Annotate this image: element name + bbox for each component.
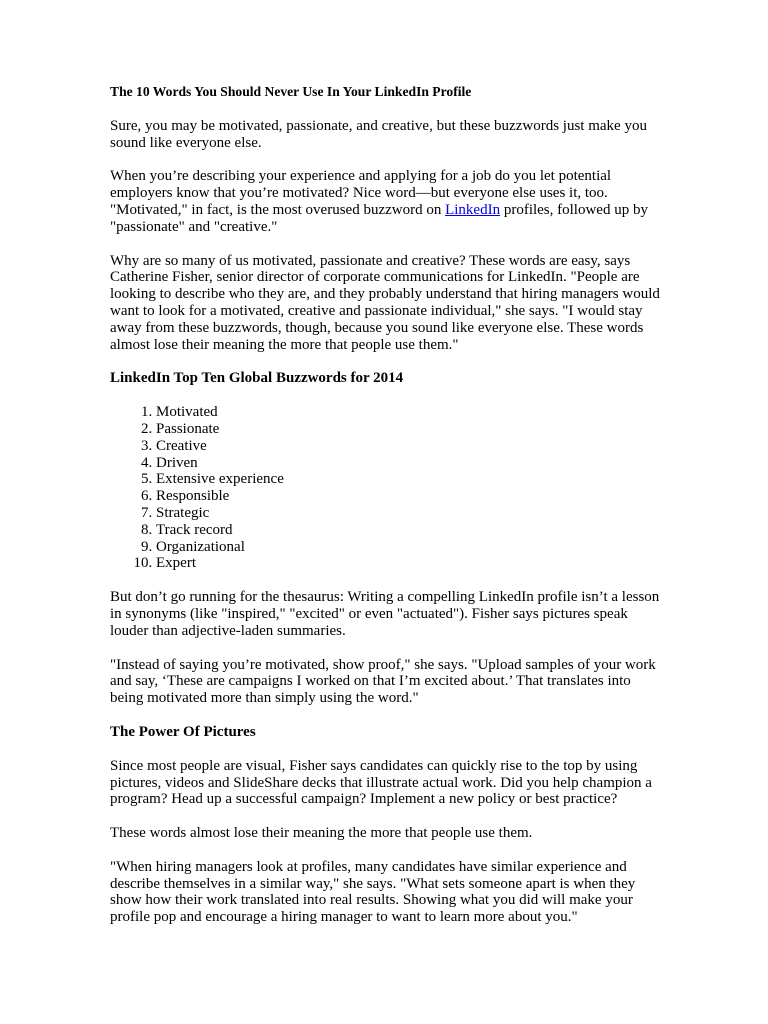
linkedin-link[interactable]: LinkedIn: [445, 201, 501, 218]
paragraph-visual: Since most people are visual, Fisher says candidates can quickly rise to the top by using pictures, videos and SlideShare decks that illustrate actual work. Did you help champion a program? Head up a successful campaign? Implement a new policy or best practice?: [110, 757, 652, 808]
paragraph-lose-meaning: These words almost lose their meaning the more that people use them.: [110, 825, 533, 842]
buzzwords-heading: LinkedIn Top Ten Global Buzzwords for 2014: [110, 370, 404, 387]
paragraph-motivated: [110, 168, 666, 235]
list-item: 9. Organizational: [156, 539, 666, 556]
list-item: 1. Motivated: [156, 404, 666, 421]
list-item: 8. Track record: [156, 522, 666, 539]
article-title: The 10 Words You Should Never Use In Your LinkedIn Profile: [110, 84, 472, 99]
list-item: 6. Responsible: [156, 488, 666, 505]
list-item: 3. Creative: [156, 438, 666, 455]
list-item: 4. Driven: [156, 455, 666, 472]
list-item: 5. Extensive experience: [156, 471, 666, 488]
paragraph-text: When you’re describing your experience and applying for a job do you let potential employers know that you’re motivated? Nice word—but everyone else uses it, too. "Motivated," in fact, is the most overused buzzword on: [110, 168, 612, 218]
buzzwords-list: [110, 404, 666, 572]
paragraph-thesaurus: But don’t go running for the thesaurus: Writing a compelling LinkedIn profile isn’t a lesson in synonyms (like "inspired," "excited" or even "actuated"). Fisher says pictures speak louder than adjective-laden summaries.: [110, 589, 660, 639]
paragraph-hiring-managers: "When hiring managers look at profiles, many candidates have similar experience and describe themselves in a similar way," she says. "What sets someone apart is when they show how their work translated into real results. Showing what you did will make your profile pop and encourage a hiring manager to want to learn more about you.": [110, 858, 636, 926]
document-page: [110, 84, 666, 943]
paragraph-show-proof: "Instead of saying you’re motivated, show proof," she says. "Upload samples of your work and say, ‘These are campaigns I worked on that I’m excited about.’ That translates into being motivated more than simply using the word.": [110, 656, 656, 707]
intro-paragraph: Sure, you may be motivated, passionate, and creative, but these buzzwords just make you sound like everyone else.: [110, 117, 647, 151]
list-item: 7. Strategic: [156, 505, 666, 522]
paragraph-text: profiles, followed up by "passionate" and "creative.": [110, 201, 648, 235]
list-item: 10. Expert: [156, 555, 666, 572]
paragraph-fisher-quote: Why are so many of us motivated, passionate and creative? These words are easy, says Catherine Fisher, senior director of corporate communications for LinkedIn. "People are looking to describe who they are, and they probably understand that hiring managers would want to look for a motivated, creative and passionate individual," she says. "I would stay away from these buzzwords, though, because you sound like everyone else. These words almost lose their meaning the more that people use them.": [110, 252, 660, 353]
list-item: 2. Passionate: [156, 421, 666, 438]
pictures-heading: The Power Of Pictures: [110, 723, 256, 740]
